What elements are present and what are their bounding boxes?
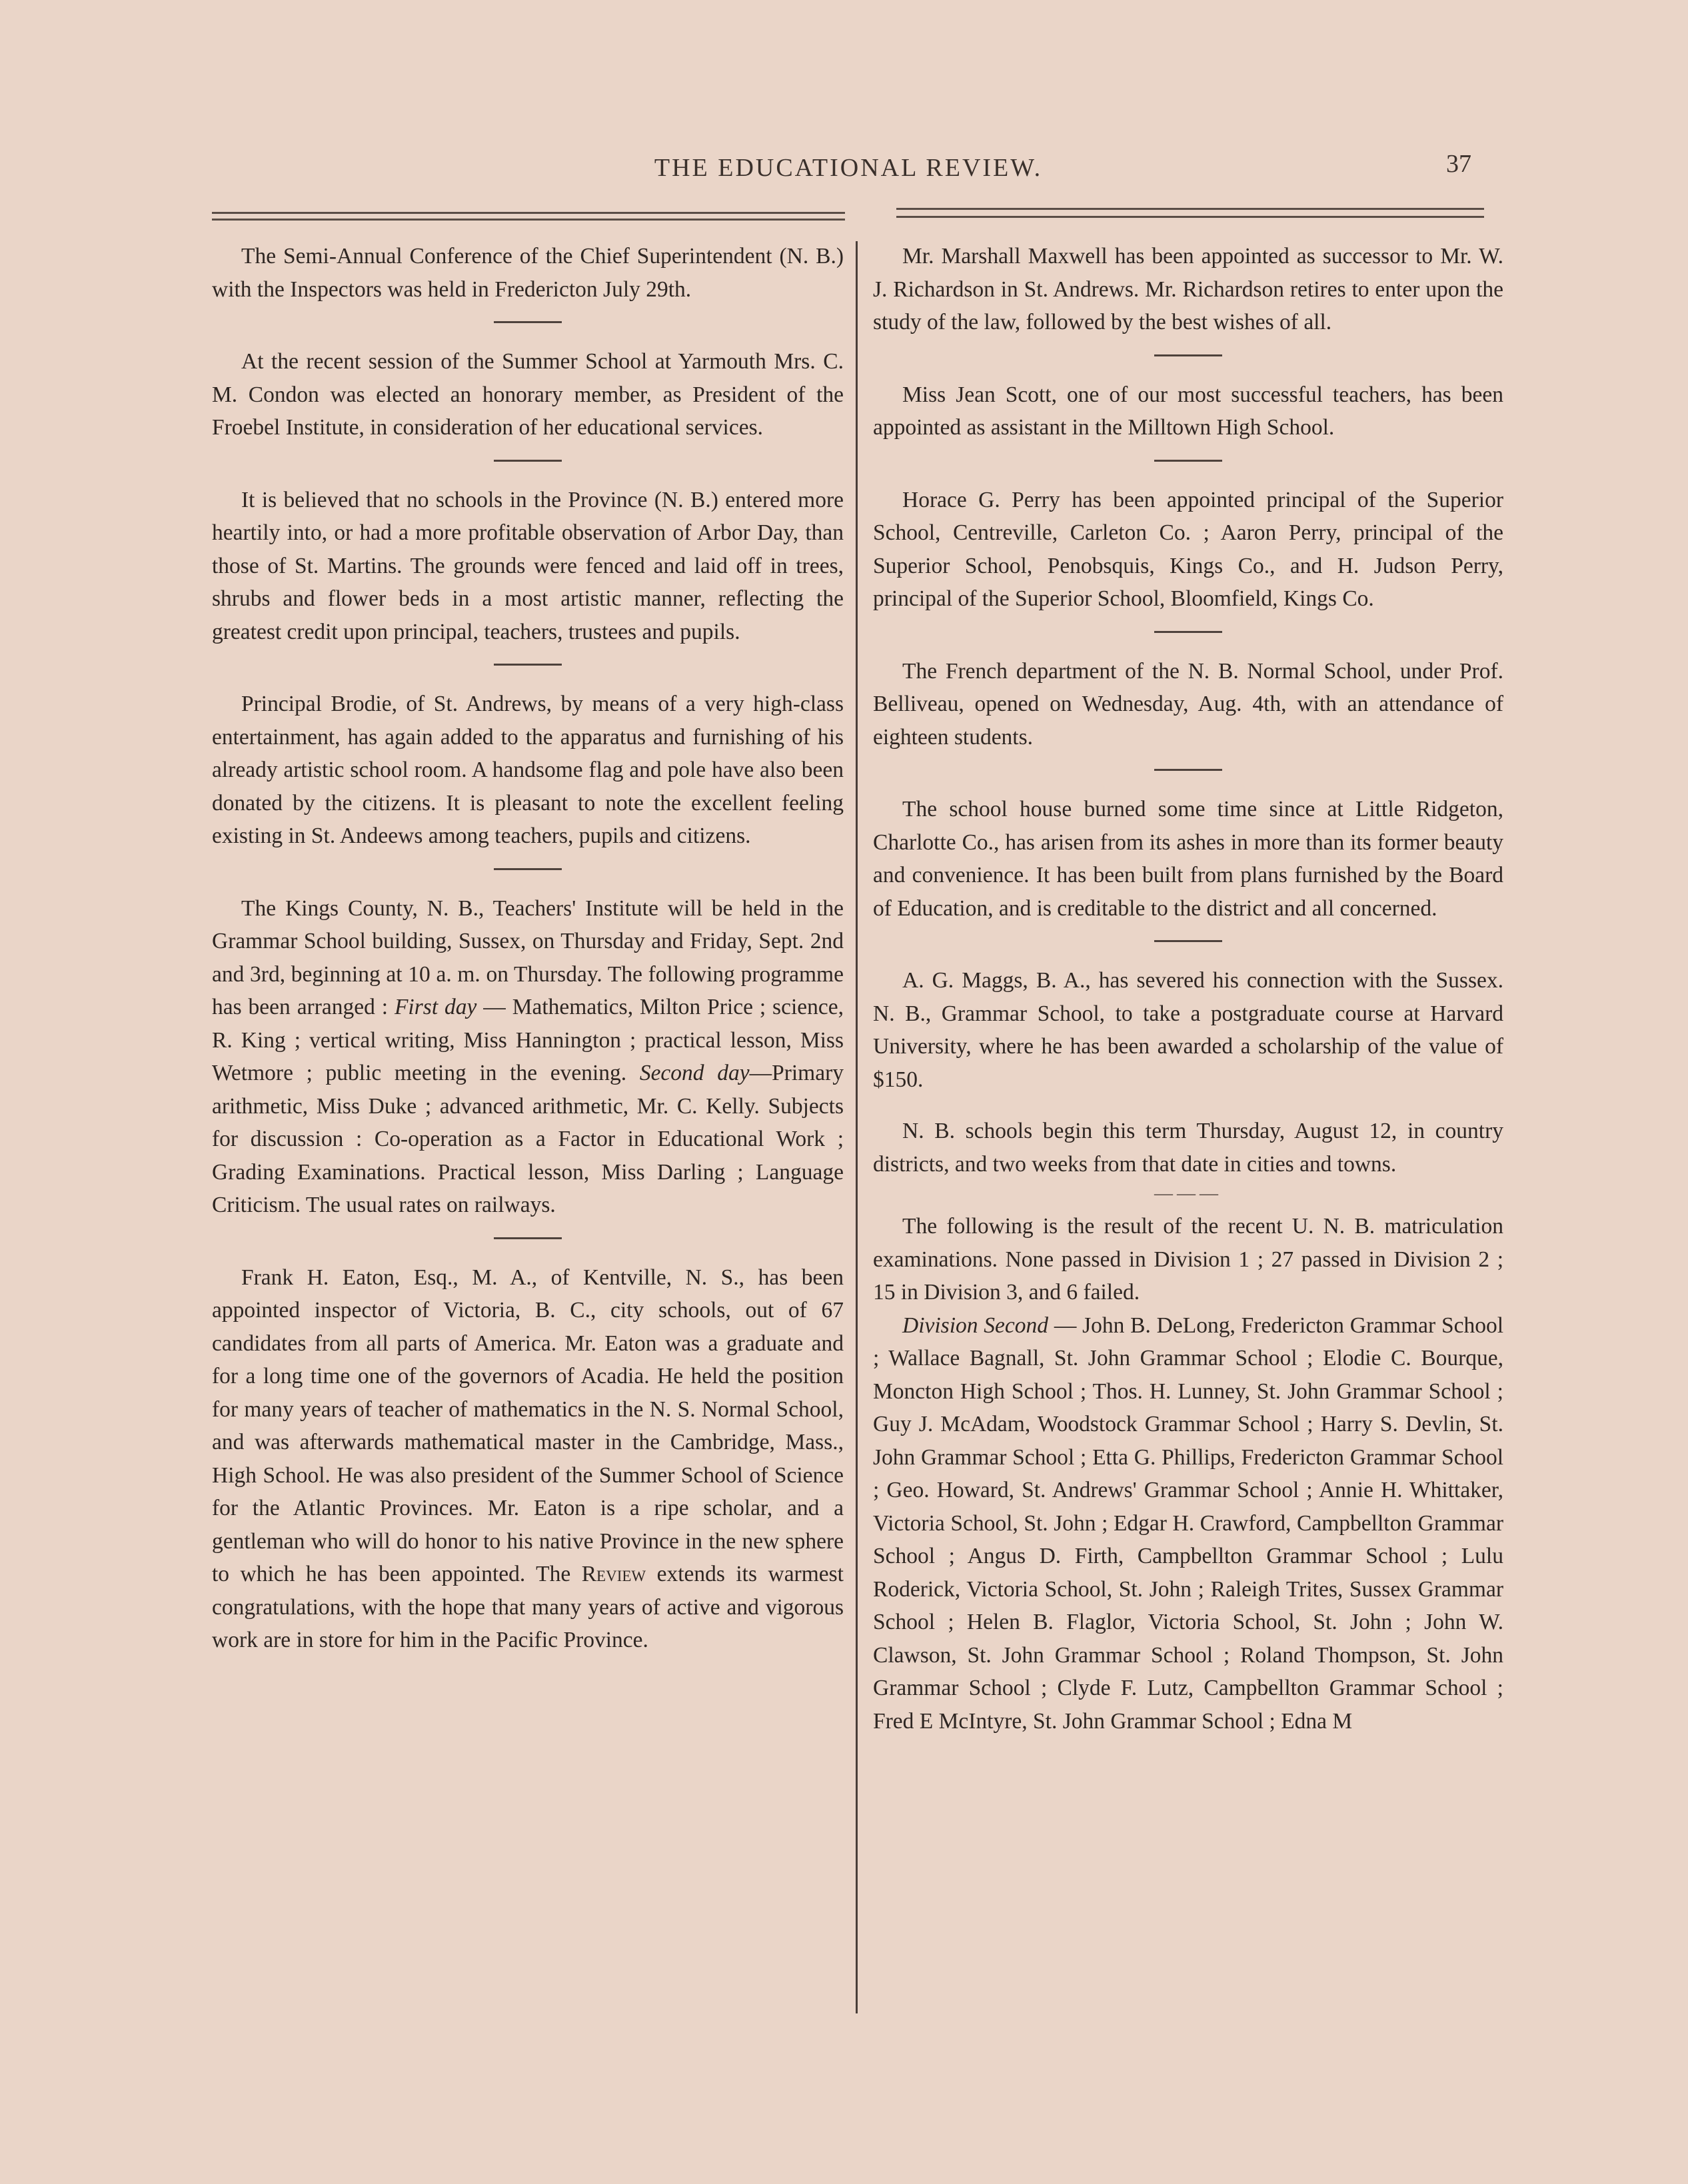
paragraph-school-term: N. B. schools begin this term Thursday, August 12, in country districts, and two weeks from that date in cities and towns. xyxy=(873,1119,1503,1177)
division-second-label: Division Second xyxy=(902,1313,1049,1338)
header-rule-top-right xyxy=(896,208,1484,210)
paragraph-principal-brodie: Principal Brodie, of St. Andrews, by means of a very high-class entertainment, has again added to the apparatus and furnishing of his already artistic school room. A handsome flag and pole have also been donated by the citizens. It is pleasant to note the excellent feeling existing in St. Andeews among teachers, pupils and citizens. xyxy=(212,692,844,848)
paragraph-kings-county-institute xyxy=(212,892,844,1222)
eaton-text-end: extends its warmest congratulations, with the hope that many years of active and vigorous work are in store for him in the Pacific Province. xyxy=(212,1562,844,1652)
first-day-label: First day xyxy=(394,995,477,1019)
second-day-label: Second day xyxy=(639,1061,750,1085)
right-column xyxy=(873,240,1503,1738)
column-divider xyxy=(856,241,858,2013)
section-separator xyxy=(1154,460,1222,462)
journal-title: THE EDUCATIONAL REVIEW. xyxy=(654,154,1043,182)
section-separator xyxy=(1154,631,1222,633)
section-separator xyxy=(494,1237,562,1239)
section-separator xyxy=(1154,769,1222,771)
division-second-list: — John B. DeLong, Fredericton Grammar School ; Wallace Bagnall, St. John Grammar School ; Elodie C. Bourque, Moncton High School ; Thos. H. Lunney, St. John Grammar School ; Guy J. McAdam, Woodstock Grammar School ; Harry S. Devlin, St. John Grammar School ; Etta G. Phillips, Fredericton Grammar School ; Geo. Howard, St. Andrews' Grammar School ; Annie H. Whittaker, Victoria School, St. John ; Edgar H. Crawford, Campbellton Grammar School ; Angus D. Firth, Campbellton Grammar School ; Lulu Roderick, Victoria School, St. John ; Raleigh Trites, Sussex Grammar School ; Helen B. Flaglor, Victoria School, St. John ; John W. Clawson, St. John Grammar School ; Roland Thompson, St. John Grammar School ; Clyde F. Lutz, Campbellton Grammar School ; Fred E McIntyre, St. John Grammar School ; Edna M xyxy=(873,1313,1503,1734)
header-rule-bottom-left xyxy=(212,219,845,221)
section-separator xyxy=(494,868,562,870)
spacer xyxy=(873,1096,1503,1115)
section-separator xyxy=(494,664,562,666)
paragraph-perry-appointments: Horace G. Perry has been appointed principal of the Superior School, Centreville, Carleton Co. ; Aaron Perry, principal of the Superior School, Penobsquis, Kings Co., and H. Judson Perry, principal of the Superior School, Bloomfield, Kings Co. xyxy=(873,487,1503,611)
paragraph-maggs: A. G. Maggs, B. A., has severed his connection with the Sussex. N. B., Grammar School, to take a postgraduate course at Harvard University, where he has been awarded a scholarship of the value of $150. xyxy=(873,968,1503,1092)
paragraph-school-house: The school house burned some time since at Little Ridgeton, Charlotte Co., has arisen from its ashes in more than its former beauty and convenience. It has been built from plans furnished by the Board of Education, and is creditable to the district and all concerned. xyxy=(873,797,1503,921)
paragraph-conference: The Semi-Annual Conference of the Chief Superintendent (N. B.) with the Inspectors was held in Fredericton July 29th. xyxy=(212,244,844,302)
left-column xyxy=(212,240,844,1657)
header-rule-top-left xyxy=(212,212,845,214)
first-day-text: — Mathematics, Milton Price ; science, R. King ; vertical writing, Miss Hannington ; practical lesson, Miss Wetmore ; public meeting in the evening. xyxy=(212,995,844,1085)
review-name: Review xyxy=(581,1562,646,1586)
institute-intro: The Kings County, N. B., Teachers' Institute will be held in the Grammar School building, Sussex, on Thursday and Friday, Sept. 2nd and 3rd, beginning at 10 a. m. on Thursday. The following programme has been arranged : xyxy=(212,895,844,1019)
paragraph-division-second xyxy=(873,1309,1503,1738)
paragraph-arbor-day: It is believed that no schools in the Province (N. B.) entered more heartily into, or had a more profitable observation of Arbor Day, than those of St. Martins. The grounds were fenced and laid off in trees, shrubs and flower beds in a most artistic manner, reflecting the greatest credit upon principal, teachers, trustees and pupils. xyxy=(212,487,844,644)
paragraph-marshall-maxwell: Mr. Marshall Maxwell has been appointed as successor to Mr. W. J. Richardson in St. Andrews. Mr. Richardson retires to enter upon the study of the law, followed by the best wishes of all. xyxy=(873,244,1503,334)
section-separator xyxy=(494,460,562,462)
running-header xyxy=(212,150,1485,193)
dashed-separator: ——— xyxy=(1154,1183,1222,1204)
section-separator xyxy=(494,321,562,323)
section-separator xyxy=(1154,940,1222,942)
paragraph-matriculation: The following is the result of the recent U. N. B. matriculation examinations. None passed in Division 1 ; 27 passed in Division 2 ; 15 in Division 3, and 6 failed. xyxy=(873,1214,1503,1305)
paragraph-frank-eaton xyxy=(212,1261,844,1657)
page-number: 37 xyxy=(1446,150,1471,178)
header-rule-bottom-right xyxy=(896,216,1484,218)
eaton-text: Frank H. Eaton, Esq., M. A., of Kentville, N. S., has been appointed inspector of Victoria, B. C., city schools, out of 67 candidates from all parts of America. Mr. Eaton was a graduate and for a long time one of the governors of Acadia. He held the position for many years of teacher of mathematics in the N. S. Normal School, and was afterwards mathematical master in the Cambridge, Mass., High School. He was also president of the Summer School of Science for the Atlantic Provinces. Mr. Eaton is a ripe scholar, and a gentleman who will do honor to his native Province in the new sphere to which he has been appointed. The xyxy=(212,1265,844,1586)
paragraph-summer-school: At the recent session of the Summer School at Yarmouth Mrs. C. M. Condon was elected an honorary member, as President of the Froebel Institute, in consideration of her educational services. xyxy=(212,349,844,440)
paragraph-jean-scott: Miss Jean Scott, one of our most successful teachers, has been appointed as assistant in the Milltown High School. xyxy=(873,382,1503,440)
section-separator xyxy=(1154,354,1222,356)
second-day-text: —Primary arithmetic, Miss Duke ; advanced arithmetic, Mr. C. Kelly. Subjects for discussion : Co-operation as a Factor in Educational Work ; Grading Examinations. Practical lesson, Miss Darling ; Language Criticism. The usual rates on railways. xyxy=(212,1061,844,1217)
paragraph-french-department: The French department of the N. B. Normal School, under Prof. Belliveau, opened on Wednesday, Aug. 4th, with an attendance of eighteen students. xyxy=(873,658,1503,750)
